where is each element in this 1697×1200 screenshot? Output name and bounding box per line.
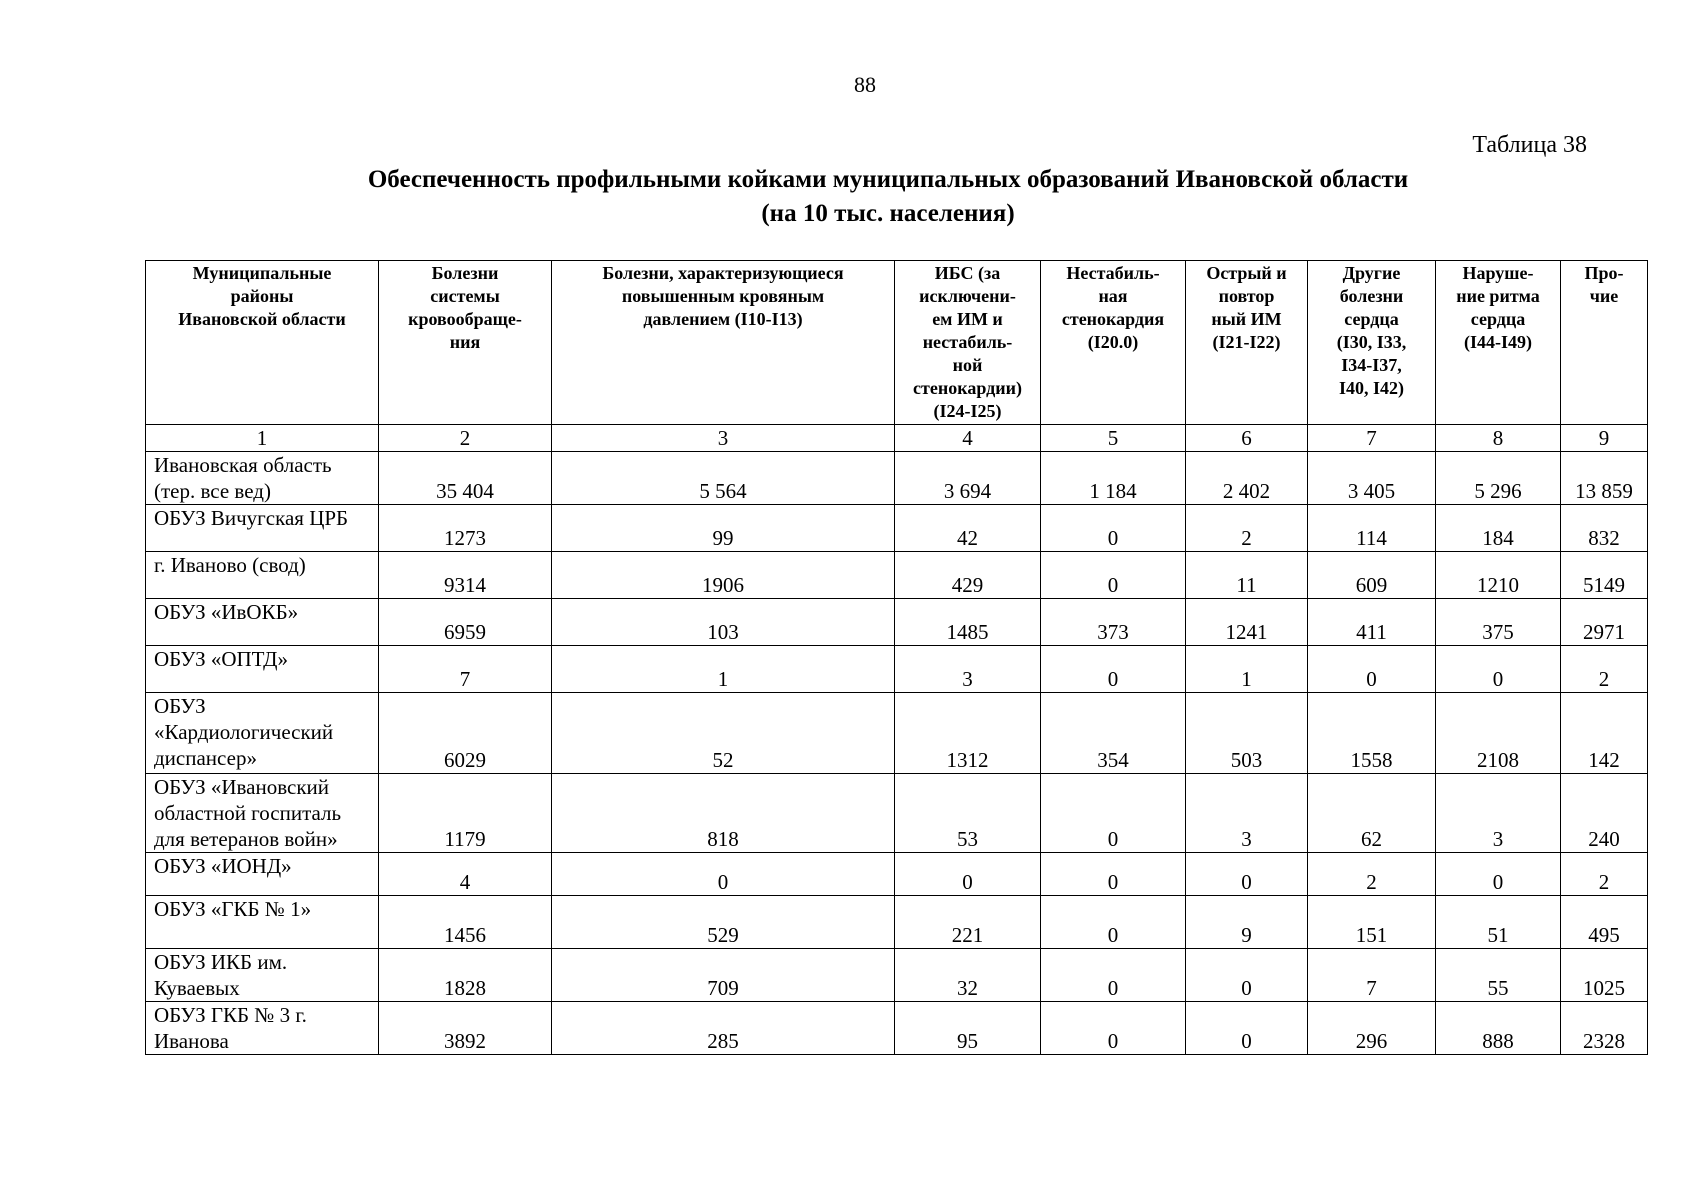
value-cell: 888 <box>1436 1002 1561 1055</box>
column-number: 3 <box>552 425 895 452</box>
header-cell: Острый и повтор ный ИМ (I21-I22) <box>1186 261 1308 425</box>
value-cell: 6029 <box>379 693 552 774</box>
value-cell: 32 <box>895 949 1041 1002</box>
value-cell: 51 <box>1436 896 1561 949</box>
table-row <box>146 505 1648 552</box>
value-cell: 411 <box>1308 599 1436 646</box>
table-row <box>146 599 1648 646</box>
table-row <box>146 693 1648 774</box>
column-number: 6 <box>1186 425 1308 452</box>
value-cell: 503 <box>1186 693 1308 774</box>
value-cell: 7 <box>379 646 552 693</box>
value-cell: 62 <box>1308 774 1436 853</box>
value-cell: 0 <box>1041 505 1186 552</box>
value-cell: 0 <box>1041 853 1186 896</box>
column-number: 2 <box>379 425 552 452</box>
value-cell: 2 402 <box>1186 452 1308 505</box>
value-cell: 1456 <box>379 896 552 949</box>
header-cell: Про- чие <box>1561 261 1648 425</box>
table-header <box>146 261 1648 425</box>
value-cell: 3 <box>1436 774 1561 853</box>
value-cell: 1179 <box>379 774 552 853</box>
header-cell: Болезни системы кровообраще- ния <box>379 261 552 425</box>
district-name-cell: ОБУЗ «ИОНД» <box>146 853 379 896</box>
value-cell: 55 <box>1436 949 1561 1002</box>
column-number: 1 <box>146 425 379 452</box>
value-cell: 1 <box>1186 646 1308 693</box>
value-cell: 1485 <box>895 599 1041 646</box>
header-cell: Нестабиль- ная стенокардия (I20.0) <box>1041 261 1186 425</box>
table-row <box>146 452 1648 505</box>
title-line-1: Обеспеченность профильными койками муниципальных образований Ивановской области <box>367 166 1409 193</box>
district-name-cell: ОБУЗ «ИвОКБ» <box>146 599 379 646</box>
value-cell: 1241 <box>1186 599 1308 646</box>
value-cell: 1 <box>552 646 895 693</box>
value-cell: 5 296 <box>1436 452 1561 505</box>
value-cell: 1210 <box>1436 552 1561 599</box>
value-cell: 9 <box>1186 896 1308 949</box>
column-number: 4 <box>895 425 1041 452</box>
header-cell: ИБС (за исключени- ем ИМ и нестабиль- ной стенокардии) (I24-I25) <box>895 261 1041 425</box>
district-name-cell: ОБУЗ ГКБ № 3 г. Иванова <box>146 1002 379 1055</box>
value-cell: 35 404 <box>379 452 552 505</box>
value-cell: 2971 <box>1561 599 1648 646</box>
value-cell: 0 <box>1041 1002 1186 1055</box>
document-title <box>0 163 1697 231</box>
value-cell: 818 <box>552 774 895 853</box>
bed-provision-table <box>145 260 1648 1055</box>
district-name-cell: ОБУЗ Вичугская ЦРБ <box>146 505 379 552</box>
value-cell: 0 <box>1041 646 1186 693</box>
header-cell: Болезни, характеризующиеся повышенным кровяным давлением (I10-I13) <box>552 261 895 425</box>
table-label: Таблица 38 <box>1472 132 1587 158</box>
value-cell: 2328 <box>1561 1002 1648 1055</box>
value-cell: 0 <box>1041 896 1186 949</box>
table-row <box>146 1002 1648 1055</box>
value-cell: 0 <box>1436 646 1561 693</box>
table-row <box>146 646 1648 693</box>
value-cell: 1558 <box>1308 693 1436 774</box>
value-cell: 1025 <box>1561 949 1648 1002</box>
table-row <box>146 896 1648 949</box>
value-cell: 2108 <box>1436 693 1561 774</box>
value-cell: 3 <box>895 646 1041 693</box>
value-cell: 3 405 <box>1308 452 1436 505</box>
column-number: 5 <box>1041 425 1186 452</box>
header-cell: Другие болезни сердца (I30, I33, I34-I37, I40, I42) <box>1308 261 1436 425</box>
value-cell: 832 <box>1561 505 1648 552</box>
district-name-cell: Ивановская область (тер. все вед) <box>146 452 379 505</box>
value-cell: 184 <box>1436 505 1561 552</box>
column-number: 8 <box>1436 425 1561 452</box>
value-cell: 373 <box>1041 599 1186 646</box>
value-cell: 0 <box>1186 853 1308 896</box>
value-cell: 0 <box>1436 853 1561 896</box>
district-name-cell: ОБУЗ «ОПТД» <box>146 646 379 693</box>
page-number: 88 <box>854 72 876 97</box>
value-cell: 1906 <box>552 552 895 599</box>
value-cell: 429 <box>895 552 1041 599</box>
value-cell: 9314 <box>379 552 552 599</box>
value-cell: 0 <box>1041 774 1186 853</box>
value-cell: 53 <box>895 774 1041 853</box>
value-cell: 3892 <box>379 1002 552 1055</box>
value-cell: 0 <box>1041 552 1186 599</box>
table-row <box>146 774 1648 853</box>
column-number: 9 <box>1561 425 1648 452</box>
value-cell: 1828 <box>379 949 552 1002</box>
value-cell: 285 <box>552 1002 895 1055</box>
district-name-cell: ОБУЗ ИКБ им. Куваевых <box>146 949 379 1002</box>
district-name-cell: ОБУЗ «Кардиологический диспансер» <box>146 693 379 774</box>
value-cell: 0 <box>1186 1002 1308 1055</box>
header-cell: Муниципальные районы Ивановской области <box>146 261 379 425</box>
value-cell: 95 <box>895 1002 1041 1055</box>
value-cell: 151 <box>1308 896 1436 949</box>
value-cell: 114 <box>1308 505 1436 552</box>
value-cell: 240 <box>1561 774 1648 853</box>
value-cell: 221 <box>895 896 1041 949</box>
value-cell: 7 <box>1308 949 1436 1002</box>
value-cell: 4 <box>379 853 552 896</box>
value-cell: 5 564 <box>552 452 895 505</box>
title-line-2: (на 10 тыс. населения) <box>761 200 1015 227</box>
value-cell: 495 <box>1561 896 1648 949</box>
value-cell: 296 <box>1308 1002 1436 1055</box>
value-cell: 6959 <box>379 599 552 646</box>
value-cell: 354 <box>1041 693 1186 774</box>
value-cell: 0 <box>1308 646 1436 693</box>
value-cell: 0 <box>1041 949 1186 1002</box>
value-cell: 2 <box>1561 853 1648 896</box>
value-cell: 11 <box>1186 552 1308 599</box>
table-row <box>146 853 1648 896</box>
column-number-row <box>146 425 1648 452</box>
value-cell: 529 <box>552 896 895 949</box>
value-cell: 3 <box>1186 774 1308 853</box>
column-number: 7 <box>1308 425 1436 452</box>
value-cell: 2 <box>1561 646 1648 693</box>
value-cell: 609 <box>1308 552 1436 599</box>
value-cell: 99 <box>552 505 895 552</box>
value-cell: 0 <box>552 853 895 896</box>
header-cell: Наруше- ние ритма сердца (I44-I49) <box>1436 261 1561 425</box>
value-cell: 0 <box>895 853 1041 896</box>
value-cell: 1 184 <box>1041 452 1186 505</box>
value-cell: 142 <box>1561 693 1648 774</box>
table-row <box>146 949 1648 1002</box>
value-cell: 1312 <box>895 693 1041 774</box>
value-cell: 709 <box>552 949 895 1002</box>
value-cell: 42 <box>895 505 1041 552</box>
district-name-cell: ОБУЗ «Ивановский областной госпиталь для ветеранов войн» <box>146 774 379 853</box>
value-cell: 3 694 <box>895 452 1041 505</box>
header-row <box>146 261 1648 425</box>
table-body <box>146 425 1648 1055</box>
value-cell: 13 859 <box>1561 452 1648 505</box>
value-cell: 0 <box>1186 949 1308 1002</box>
value-cell: 1273 <box>379 505 552 552</box>
value-cell: 103 <box>552 599 895 646</box>
district-name-cell: ОБУЗ «ГКБ № 1» <box>146 896 379 949</box>
value-cell: 52 <box>552 693 895 774</box>
value-cell: 375 <box>1436 599 1561 646</box>
value-cell: 2 <box>1186 505 1308 552</box>
district-name-cell: г. Иваново (свод) <box>146 552 379 599</box>
value-cell: 2 <box>1308 853 1436 896</box>
table-row <box>146 552 1648 599</box>
value-cell: 5149 <box>1561 552 1648 599</box>
